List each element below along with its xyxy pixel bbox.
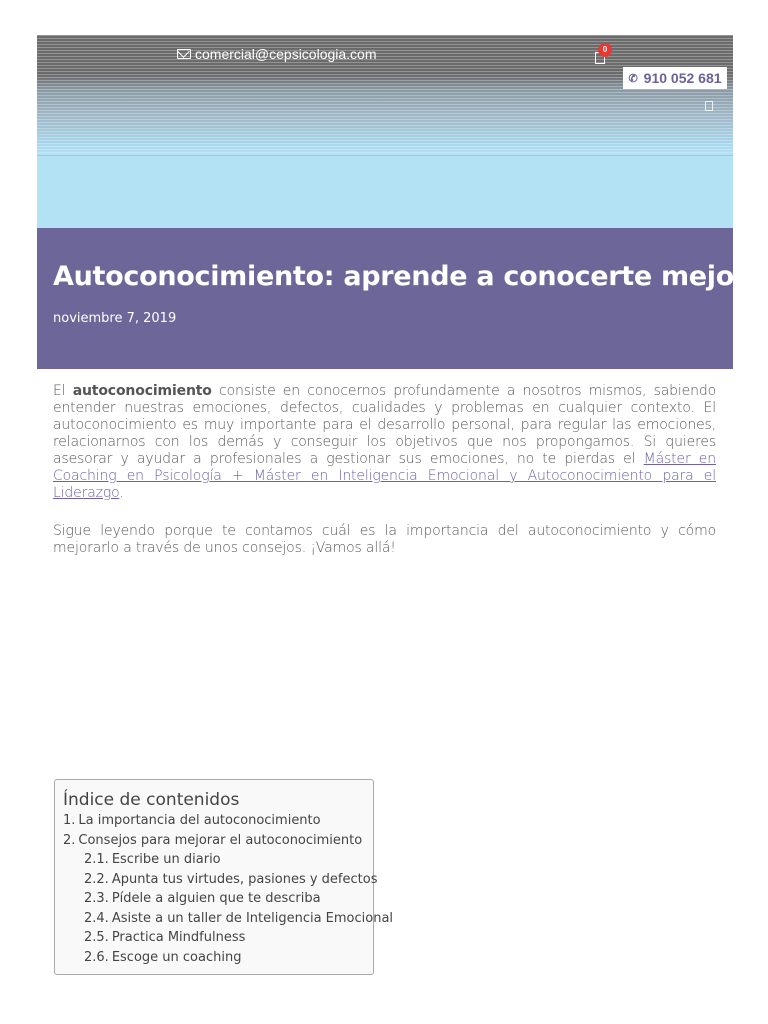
toc-item-number: 2.4. [84, 910, 109, 926]
toc-item-number: 2.2. [84, 871, 109, 887]
toc-item-number: 2.5. [84, 930, 109, 945]
cart-count-badge: 0 [598, 43, 612, 57]
intro-paragraph [53, 383, 716, 502]
toc-item-2-6[interactable] [63, 948, 365, 968]
header-email[interactable]: comercial@cepsicologia.com [195, 46, 377, 62]
toc-item-2-5[interactable] [63, 928, 365, 948]
toc-title[interactable]: Índice de contenidos [63, 790, 240, 810]
toc-item-1[interactable] [63, 811, 365, 831]
toc-item-number: 2.6. [84, 949, 109, 965]
post-hero [37, 228, 748, 369]
envelope-icon [177, 49, 191, 59]
header-email-link[interactable] [177, 46, 377, 62]
header-phone[interactable]: 910 052 681 [643, 70, 722, 86]
intro-text-end: . [119, 485, 124, 501]
toc-item-label[interactable]: Escoge un coaching [111, 949, 242, 965]
page-frame [37, 35, 748, 369]
phone-icon: ✆ [628, 72, 638, 85]
toc-item-label[interactable]: Pídele a alguien que te describa [111, 891, 321, 906]
toc-item-2-1[interactable] [63, 850, 365, 870]
intro-bold-term: autoconocimiento [72, 383, 212, 399]
toc-item-number: 1. [63, 813, 76, 828]
toc-item-label[interactable]: Escribe un diario [111, 852, 221, 867]
table-of-contents [54, 779, 394, 975]
toc-item-2-4[interactable] [63, 909, 394, 929]
second-paragraph: Sigue leyendo porque te contamos cuál es la importancia del autoconocimiento y cómo mejorarlo a través de unos consejos. ¡Vamos allá! [53, 523, 716, 556]
intro-text-middle: consiste en conocernos profundamente a nosotros mismos, sabiendo entender nuestras emociones, defectos, cualidades y problemas en cualquier contexto. El autoconocimiento es muy importante para el desarrollo personal, para regular las emociones, relacionarnos con los demás y conseguir los objetivos que nos propongamos. Si quieres asesorar y ayudar a profesionales a gestionar sus emociones, no te pierdas el [53, 383, 716, 467]
toc-item-2-2[interactable] [63, 870, 378, 890]
toc-item-label[interactable]: La importancia del autoconocimiento [78, 813, 321, 828]
cart-button[interactable] [592, 45, 612, 67]
toc-item-label[interactable]: Practica Mindfulness [111, 930, 246, 945]
header-phone-button[interactable] [623, 67, 727, 89]
site-header [37, 35, 733, 155]
post-date: noviembre 7, 2019 [53, 311, 177, 326]
master-course-link[interactable]: Máster en Coaching en Psicología + Máster en Inteligencia Emocional y Autoconocimiento para el Liderazgo [53, 451, 716, 501]
toc-item-number: 2.1. [84, 852, 109, 867]
toc-item-label[interactable]: Asiste a un taller de Inteligencia Emocional [111, 910, 394, 926]
post-title: Autoconocimiento: aprende a conocerte mejor [53, 261, 748, 292]
menu-icon[interactable] [705, 101, 713, 111]
toc-item-2-3[interactable] [63, 889, 365, 909]
post-content [53, 383, 716, 557]
toc-item-number: 2.3. [84, 891, 109, 906]
toc-item-2[interactable] [63, 831, 365, 851]
toc-item-label[interactable]: Consejos para mejorar el autoconocimiento [78, 832, 363, 848]
header-banner [37, 155, 733, 228]
toc-list [63, 811, 394, 967]
toc-item-number: 2. [63, 832, 76, 848]
intro-text-start: El [53, 383, 73, 399]
toc-item-label[interactable]: Apunta tus virtudes, pasiones y defectos [111, 871, 378, 887]
